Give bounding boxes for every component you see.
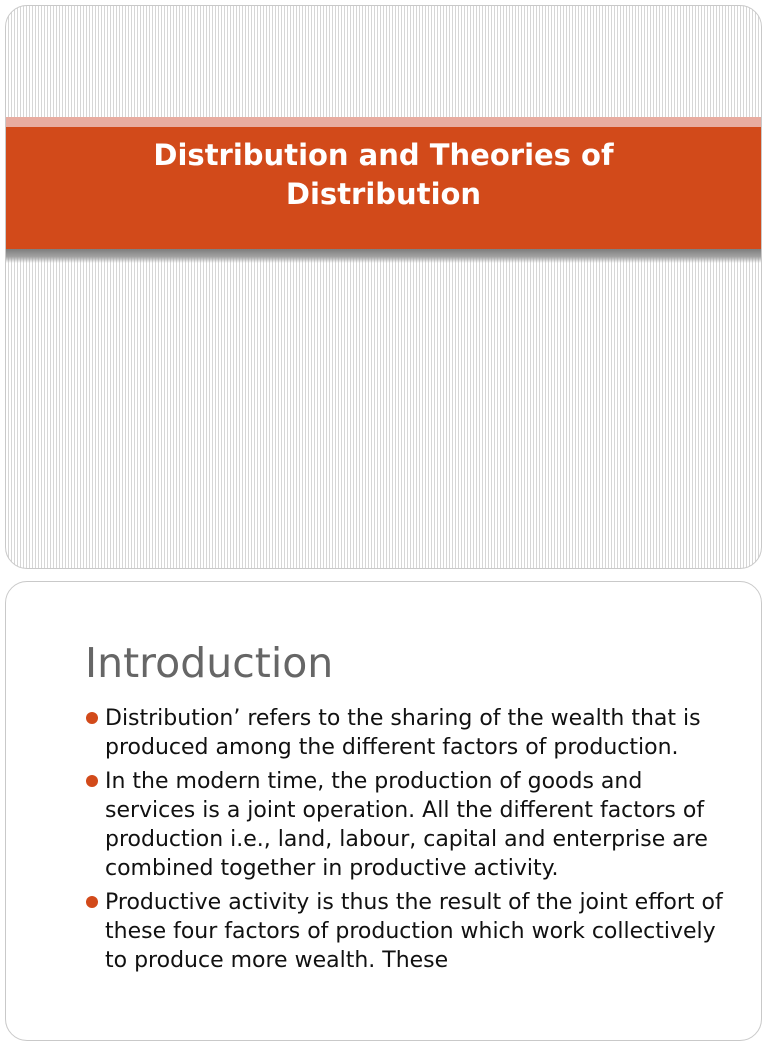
title-band-highlight [6,117,761,127]
introduction-slide [5,581,762,1041]
slide-title: Distribution and Theories of Distribution [153,138,614,211]
round-bullet-icon [86,712,98,724]
round-bullet-icon [86,775,98,787]
bullet-text: Distribution’ refers to the sharing of the wealth that is produced among the different factors of production. [105,706,701,760]
title-band-shadow [6,249,761,263]
round-bullet-icon [86,896,98,908]
section-heading: Introduction [85,639,334,687]
bullet-list [85,704,725,980]
bullet-item [85,767,725,883]
bullet-text: In the modern time, the production of goods and services is a joint operation. All the different factors of production i.e., land, labour, capital and enterprise are combined together in productive activity. [105,769,708,881]
title-slide [5,5,762,569]
bullet-text: Productive activity is thus the result of the joint effort of these four factors of production which work collectively to produce more wealth. These [105,890,723,973]
title-band [6,127,761,249]
bullet-item [85,888,725,975]
bullet-item [85,704,725,762]
